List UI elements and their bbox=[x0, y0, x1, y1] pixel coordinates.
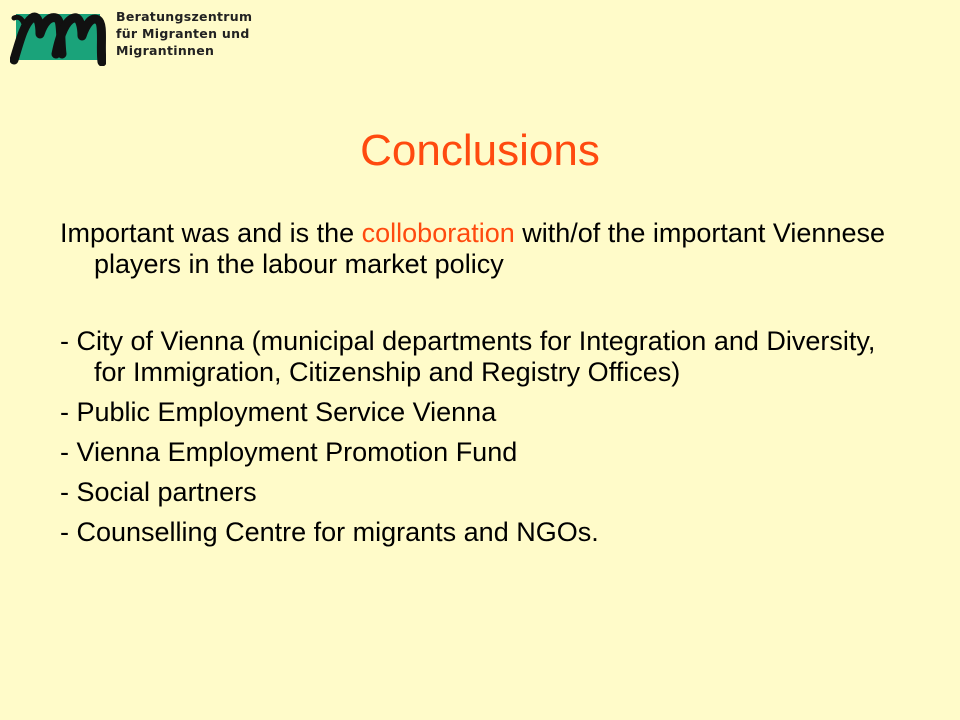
logo-mark-icon bbox=[10, 10, 106, 66]
list-item: - Public Employment Service Vienna bbox=[60, 397, 497, 427]
logo-line-3: Migrantinnen bbox=[116, 43, 215, 58]
slide-title: Conclusions bbox=[360, 126, 600, 175]
list-item: - Social partners bbox=[60, 477, 257, 507]
intro-paragraph bbox=[60, 218, 910, 280]
list-item: - City of Vienna (municipal departments for Integration and Diversity, for Immigration, Citizenship and Registry Offices) bbox=[60, 326, 876, 387]
slide-body bbox=[60, 218, 910, 557]
intro-text-before: Important was and is the bbox=[60, 218, 362, 248]
organization-logo bbox=[10, 6, 253, 68]
intro-highlight: colloboration bbox=[361, 218, 515, 248]
logo-text bbox=[116, 8, 252, 59]
intro-text-after: with/of the important Viennese players in the labour market policy bbox=[94, 218, 885, 279]
list-item: - Counselling Centre for migrants and NGOs. bbox=[60, 517, 599, 547]
list-item: - Vienna Employment Promotion Fund bbox=[60, 437, 518, 467]
logo-line-2: für Migranten und bbox=[116, 26, 250, 41]
logo-line-1: Beratungszentrum bbox=[116, 9, 253, 24]
